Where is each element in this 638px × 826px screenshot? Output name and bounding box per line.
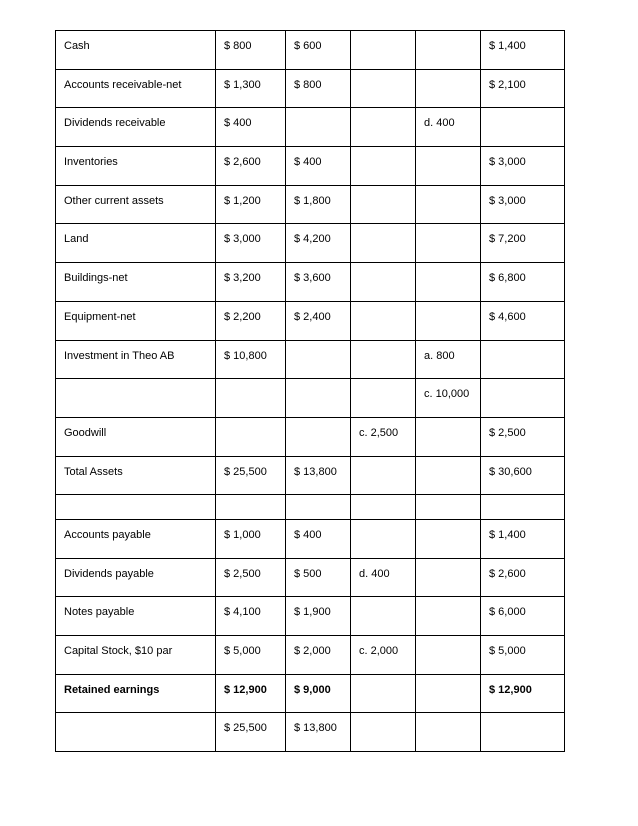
value-cell (286, 597, 351, 636)
value-cell (286, 635, 351, 674)
spacer-row (56, 495, 565, 520)
cell-value (424, 675, 480, 683)
cell-value (424, 636, 480, 644)
cell-value (424, 457, 480, 465)
value-cell (286, 519, 351, 558)
cell-value: $ 1,800 (294, 194, 331, 207)
cell-value (424, 263, 480, 271)
consolidated-cell (481, 263, 565, 302)
row-label: Investment in Theo AB (64, 349, 175, 362)
adjustment-debit-cell (351, 713, 416, 752)
cell-value (424, 418, 480, 426)
cell-value (359, 186, 415, 194)
cell-value: $ 12,900 (489, 683, 532, 696)
adjustment-debit-cell (351, 519, 416, 558)
table-row (56, 340, 565, 379)
cell-value: $ 9,000 (294, 683, 331, 696)
value-cell (286, 417, 351, 456)
adjustment-debit-cell (351, 224, 416, 263)
adjustment-debit-cell (351, 635, 416, 674)
row-label-cell (56, 495, 216, 520)
cell-value: c. 2,500 (359, 426, 399, 439)
consolidated-cell (481, 417, 565, 456)
row-label: Capital Stock, $10 par (64, 644, 173, 657)
adjustment-credit-cell (416, 519, 481, 558)
cell-value (359, 675, 415, 683)
table-row (56, 69, 565, 108)
consolidated-cell (481, 379, 565, 418)
cell-value (359, 224, 415, 232)
value-cell (216, 185, 286, 224)
value-cell (216, 597, 286, 636)
value-cell (286, 224, 351, 263)
consolidated-cell (481, 558, 565, 597)
row-label (64, 379, 215, 387)
row-label-cell (56, 185, 216, 224)
row-label: Buildings-net (64, 272, 128, 285)
adjustment-credit-cell (416, 224, 481, 263)
row-label: Inventories (64, 156, 118, 169)
consolidated-cell (481, 69, 565, 108)
cell-value (359, 520, 415, 528)
value-cell (286, 185, 351, 224)
row-label: Other current assets (64, 194, 164, 207)
value-cell (216, 301, 286, 340)
row-label: Equipment-net (64, 310, 136, 323)
cell-value: a. 800 (424, 349, 455, 362)
value-cell (216, 108, 286, 147)
cell-value: c. 2,000 (359, 644, 399, 657)
cell-value: $ 800 (224, 40, 252, 52)
cell-value (359, 457, 415, 465)
value-cell (286, 263, 351, 302)
consolidated-cell (481, 635, 565, 674)
row-label: Total Assets (64, 465, 123, 478)
cell-value: $ 2,600 (224, 156, 261, 169)
cell-value (294, 418, 350, 426)
cell-value: $ 6,800 (489, 272, 526, 285)
adjustment-credit-cell (416, 674, 481, 713)
adjustment-credit-cell (416, 108, 481, 147)
cell-value (424, 31, 480, 39)
cell-value (489, 713, 564, 721)
cell-value: $ 2,000 (294, 644, 331, 657)
adjustment-debit-cell (351, 340, 416, 379)
consolidated-cell (481, 713, 565, 752)
value-cell (286, 108, 351, 147)
adjustment-credit-cell (416, 301, 481, 340)
row-label-cell (56, 379, 216, 418)
value-cell (286, 147, 351, 186)
cell-value: $ 4,200 (294, 233, 331, 246)
row-label: Land (64, 233, 89, 246)
cell-value (489, 341, 564, 349)
cell-value (359, 31, 415, 39)
cell-value: $ 4,600 (489, 310, 526, 323)
cell-value (359, 302, 415, 310)
cell-value (359, 597, 415, 605)
value-cell (286, 340, 351, 379)
cell-value (294, 108, 350, 116)
row-label-cell (56, 519, 216, 558)
value-cell (216, 147, 286, 186)
row-label-cell (56, 340, 216, 379)
value-cell (216, 635, 286, 674)
row-label-cell (56, 69, 216, 108)
row-label-cell (56, 31, 216, 70)
table-row (56, 558, 565, 597)
row-label-cell (56, 417, 216, 456)
table-row (56, 519, 565, 558)
cell-value (424, 520, 480, 528)
cell-value: $ 3,000 (489, 194, 526, 207)
adjustment-debit-cell (351, 674, 416, 713)
consolidated-cell (481, 301, 565, 340)
value-cell (216, 558, 286, 597)
row-label: Notes payable (64, 606, 135, 619)
value-cell (216, 519, 286, 558)
cell-value: d. 400 (359, 567, 390, 580)
value-cell (216, 224, 286, 263)
value-cell (286, 379, 351, 418)
adjustment-credit-cell (416, 456, 481, 495)
value-cell (216, 69, 286, 108)
cell-value: $ 25,500 (224, 465, 267, 478)
table-row (56, 108, 565, 147)
worksheet-table (55, 30, 565, 752)
adjustment-credit-cell (416, 185, 481, 224)
cell-value: $ 1,900 (294, 606, 331, 619)
value-cell (286, 674, 351, 713)
consolidated-cell (481, 456, 565, 495)
adjustment-debit-cell (351, 301, 416, 340)
cell-value: $ 2,500 (489, 426, 526, 439)
cell-value: $ 1,200 (224, 194, 261, 207)
row-label: Dividends receivable (64, 117, 166, 130)
adjustment-debit-cell (351, 108, 416, 147)
adjustment-credit-cell (416, 31, 481, 70)
cell-value (359, 263, 415, 271)
row-label: Accounts payable (64, 528, 151, 541)
table-row-retained-earnings (56, 674, 565, 713)
row-label: Dividends payable (64, 567, 154, 580)
row-label-cell (56, 713, 216, 752)
table-row (56, 31, 565, 70)
cell-value: $ 600 (294, 40, 322, 52)
cell-value (359, 70, 415, 78)
value-cell (286, 456, 351, 495)
cell-value (359, 713, 415, 721)
cell-value: $ 2,600 (489, 567, 526, 580)
cell-value: d. 400 (424, 117, 455, 130)
cell-value (424, 559, 480, 567)
cell-value: c. 10,000 (424, 388, 470, 401)
cell-value: $ 800 (294, 78, 322, 91)
consolidated-cell (481, 597, 565, 636)
adjustment-debit-cell (351, 379, 416, 418)
consolidated-cell (481, 108, 565, 147)
adjustment-debit-cell (351, 31, 416, 70)
cell-value: $ 1,400 (489, 528, 526, 541)
cell-value: $ 400 (294, 156, 322, 169)
adjustment-debit-cell (351, 495, 416, 520)
value-cell (286, 69, 351, 108)
adjustment-debit-cell (351, 456, 416, 495)
row-label-cell (56, 301, 216, 340)
cell-value (424, 302, 480, 310)
cell-value: $ 10,800 (224, 349, 267, 362)
adjustment-credit-cell (416, 417, 481, 456)
adjustment-credit-cell (416, 379, 481, 418)
table-row-total (56, 713, 565, 752)
adjustment-debit-cell (351, 597, 416, 636)
cell-value: $ 3,000 (489, 156, 526, 169)
value-cell (216, 31, 286, 70)
cell-value: $ 25,500 (224, 722, 267, 735)
row-label-cell (56, 558, 216, 597)
cell-value (294, 341, 350, 349)
value-cell (216, 674, 286, 713)
adjustment-debit-cell (351, 558, 416, 597)
cell-value: $ 3,600 (294, 272, 331, 285)
worksheet-body (56, 31, 565, 752)
adjustment-credit-cell (416, 495, 481, 520)
cell-value: $ 500 (294, 567, 322, 580)
cell-value (359, 341, 415, 349)
row-label: Retained earnings (64, 683, 160, 696)
cell-value: $ 3,200 (224, 272, 261, 285)
cell-value (424, 597, 480, 605)
cell-value: $ 1,300 (224, 78, 261, 91)
row-label-cell (56, 224, 216, 263)
table-row (56, 417, 565, 456)
table-row (56, 263, 565, 302)
adjustment-credit-cell (416, 713, 481, 752)
consolidated-cell (481, 674, 565, 713)
consolidated-cell (481, 495, 565, 520)
value-cell (216, 456, 286, 495)
consolidated-cell (481, 31, 565, 70)
row-label (64, 713, 215, 721)
adjustment-debit-cell (351, 147, 416, 186)
table-row (56, 456, 565, 495)
cell-value: $ 400 (224, 117, 252, 130)
table-row (56, 635, 565, 674)
cell-value (359, 147, 415, 155)
adjustment-credit-cell (416, 597, 481, 636)
cell-value: $ 3,000 (224, 233, 261, 246)
cell-value: $ 13,800 (294, 722, 337, 735)
value-cell (286, 713, 351, 752)
adjustment-credit-cell (416, 263, 481, 302)
cell-value (424, 186, 480, 194)
cell-value: $ 12,900 (224, 683, 267, 696)
cell-value: $ 2,400 (294, 310, 331, 323)
cell-value: $ 13,800 (294, 465, 337, 478)
consolidated-cell (481, 224, 565, 263)
table-row (56, 224, 565, 263)
adjustment-credit-cell (416, 69, 481, 108)
value-cell (216, 263, 286, 302)
cell-value (489, 379, 564, 387)
table-row (56, 301, 565, 340)
table-row (56, 147, 565, 186)
consolidated-cell (481, 185, 565, 224)
cell-value: $ 30,600 (489, 465, 532, 478)
row-label-cell (56, 597, 216, 636)
row-label-cell (56, 147, 216, 186)
consolidated-cell (481, 340, 565, 379)
cell-value: $ 7,200 (489, 233, 526, 246)
cell-value: $ 400 (294, 528, 322, 541)
row-label-cell (56, 108, 216, 147)
cell-value: $ 2,100 (489, 78, 526, 91)
row-label: Accounts receivable-net (64, 78, 182, 91)
value-cell (216, 379, 286, 418)
table-row (56, 379, 565, 418)
cell-value: $ 1,000 (224, 528, 261, 541)
consolidated-cell (481, 519, 565, 558)
cell-value (424, 70, 480, 78)
cell-value: $ 6,000 (489, 606, 526, 619)
adjustment-debit-cell (351, 263, 416, 302)
cell-value (489, 108, 564, 116)
cell-value (224, 379, 285, 387)
adjustment-credit-cell (416, 340, 481, 379)
adjustment-debit-cell (351, 417, 416, 456)
value-cell (216, 340, 286, 379)
value-cell (216, 713, 286, 752)
row-label: Cash (64, 40, 90, 52)
cell-value: $ 2,500 (224, 567, 261, 580)
cell-value: $ 4,100 (224, 606, 261, 619)
row-label-cell (56, 674, 216, 713)
cell-value (224, 418, 285, 426)
adjustment-debit-cell (351, 185, 416, 224)
consolidated-cell (481, 147, 565, 186)
cell-value (359, 379, 415, 387)
adjustment-debit-cell (351, 69, 416, 108)
cell-value (424, 713, 480, 721)
value-cell (286, 558, 351, 597)
table-row (56, 597, 565, 636)
table-row (56, 185, 565, 224)
value-cell (286, 31, 351, 70)
cell-value (424, 224, 480, 232)
cell-value: $ 1,400 (489, 40, 526, 52)
row-label-cell (56, 635, 216, 674)
adjustment-credit-cell (416, 635, 481, 674)
row-label: Goodwill (64, 426, 107, 439)
adjustment-credit-cell (416, 147, 481, 186)
value-cell (216, 417, 286, 456)
cell-value (359, 108, 415, 116)
cell-value (424, 147, 480, 155)
row-label-cell (56, 456, 216, 495)
cell-value: $ 5,000 (224, 644, 261, 657)
value-cell (286, 495, 351, 520)
value-cell (286, 301, 351, 340)
value-cell (216, 495, 286, 520)
adjustment-credit-cell (416, 558, 481, 597)
cell-value: $ 2,200 (224, 310, 261, 323)
row-label-cell (56, 263, 216, 302)
cell-value: $ 5,000 (489, 644, 526, 657)
cell-value (294, 379, 350, 387)
